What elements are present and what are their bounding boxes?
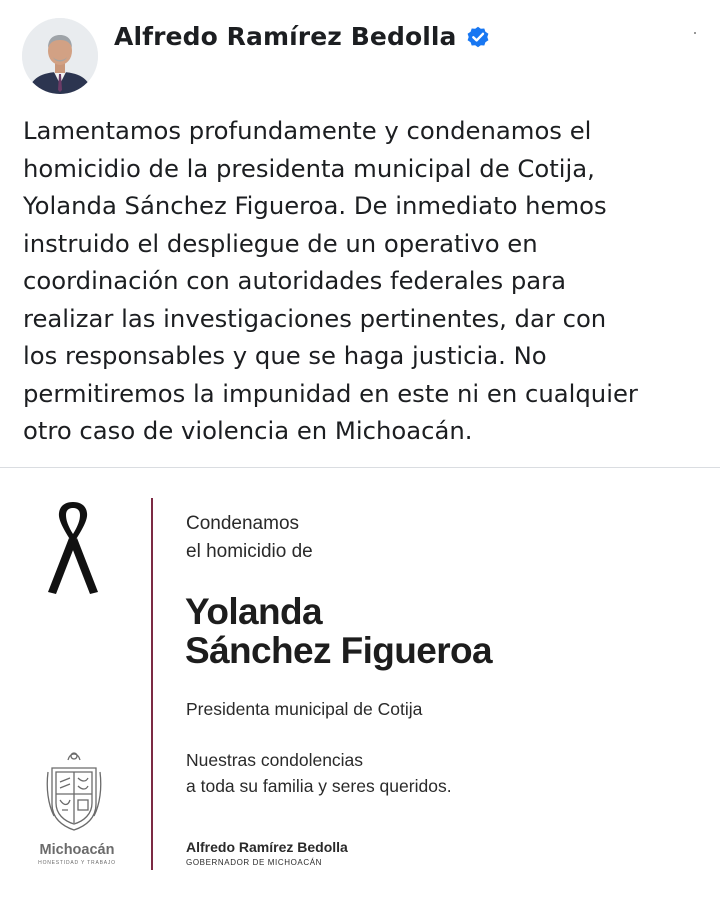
victim-name-line: Sánchez Figueroa (185, 630, 493, 671)
michoacan-logo-name: Michoacán (39, 842, 115, 858)
condolence-line: a toda su familia y seres queridos. (186, 776, 452, 796)
verified-badge-icon (465, 24, 491, 50)
condolence-line: Nuestras condolencias (186, 750, 364, 770)
author-line (114, 22, 491, 51)
post-text-line: los responsables y que se haga justicia. No (23, 341, 547, 370)
condemn-line: Condenamos (186, 513, 300, 534)
author-name[interactable]: Alfredo Ramírez Bedolla (114, 22, 457, 51)
post-text-line: coordinación con autoridades federales para (23, 266, 567, 295)
post-text-line: realizar las investigaciones pertinentes, dar con (23, 303, 607, 333)
card-divider-line (151, 498, 153, 870)
michoacan-logo-tagline: HONESTIDAD Y TRABAJO (38, 860, 116, 866)
post-text-line: otro caso de violencia en Michoacán. (23, 416, 473, 445)
mourning-ribbon-icon (42, 500, 104, 598)
author-avatar[interactable] (22, 18, 98, 94)
victim-name (185, 592, 492, 670)
victim-name-line: Yolanda (185, 591, 322, 632)
condemn-line: el homicidio de (186, 541, 313, 562)
post-text-line: Yolanda Sánchez Figueroa. De inmediato hemos (23, 191, 607, 220)
post-text-line: homicidio de la presidenta municipal de Cotija, (23, 153, 595, 183)
condolence-text (186, 747, 452, 799)
post-header (0, 0, 720, 100)
victim-role: Presidenta municipal de Cotija (186, 699, 423, 719)
post-text-line: permitiremos la impunidad en este ni en cualquier (23, 378, 638, 408)
michoacan-crest-icon (46, 748, 102, 832)
condemn-heading (186, 510, 313, 566)
menu-dot (694, 32, 696, 34)
post-body (23, 112, 713, 450)
signature-name: Alfredo Ramírez Bedolla (186, 839, 348, 855)
post-text-line: instruido el despliegue de un operativo en (23, 228, 538, 258)
signature-title: GOBERNADOR DE MICHOACÁN (186, 858, 323, 867)
post-text-line: Lamentamos profundamente y condenamos el (23, 116, 592, 145)
post-image-card[interactable] (0, 468, 720, 898)
